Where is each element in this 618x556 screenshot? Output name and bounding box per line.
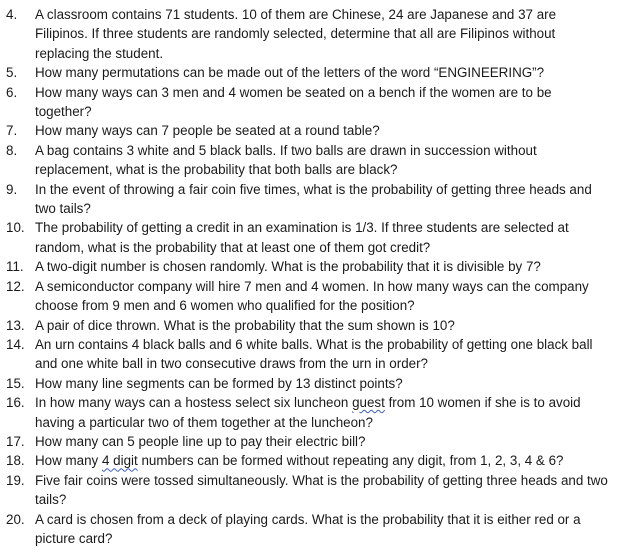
question-number: 12. (6, 278, 25, 294)
question-text: In the event of throwing a fair coin five times, what is the probability of getting three heads and two tails? (35, 181, 592, 217)
question-item (6, 510, 610, 549)
question-item (6, 316, 610, 335)
spellcheck-flagged-word[interactable]: 4 digit (101, 453, 138, 469)
question-text: A two-digit number is chosen randomly. What is the probability that it is divisible by 7? (35, 259, 541, 275)
question-item (6, 451, 610, 470)
question-text: How many permutations can be made out of the letters of the word “ENGINEERING”? (35, 65, 545, 81)
question-number: 20. (6, 511, 25, 527)
question-text: A pair of dice thrown. What is the probability that the sum shown is 10? (35, 317, 455, 333)
question-text: An urn contains 4 black balls and 6 white balls. What is the probability of getting one black ball and one white ball in two consecutive draws from the urn in order? (35, 336, 593, 372)
question-number: 9. (6, 181, 18, 197)
question-number: 4. (6, 7, 18, 22)
question-number: 6. (6, 84, 18, 100)
question-item (6, 374, 610, 393)
question-item (6, 141, 610, 180)
question-item (6, 393, 610, 432)
question-number: 7. (6, 123, 18, 139)
question-number: 11. (6, 259, 24, 275)
question-number: 18. (6, 453, 25, 469)
question-item (6, 257, 610, 276)
question-item (6, 432, 610, 451)
question-number: 10. (6, 220, 25, 236)
question-text: How many ways can 7 people be seated at a round table? (35, 123, 380, 139)
question-item (6, 180, 610, 219)
question-text: A classroom contains 71 students. 10 of them are Chinese, 24 are Japanese and 37 are Filipinos. If three students are randomly selected, determine that all are Filipinos without replacing the student. (35, 7, 557, 61)
question-text-part: from 10 women if she is to avoid having a particular two of them together at the luncheon? (35, 395, 581, 430)
question-text (35, 393, 610, 432)
question-item (6, 5, 610, 63)
question-list (6, 5, 610, 548)
question-text: A card is chosen from a deck of playing cards. What is the probability that it is either red or a picture card? (35, 511, 581, 546)
question-number: 8. (6, 142, 18, 158)
question-item (6, 121, 610, 140)
question-text: The probability of getting a credit in an examination is 1/3. If three students are selected at random, what is the probability that at least one of them got credit? (35, 220, 569, 255)
question-text-part: How many (35, 453, 102, 469)
question-item (6, 277, 610, 316)
question-text: How many ways can 3 men and 4 women be seated on a bench if the women are to be together? (35, 84, 552, 120)
question-item (6, 63, 610, 82)
question-number: 15. (6, 375, 25, 391)
question-text: Five fair coins were tossed simultaneously. What is the probability of getting three heads and two tails? (35, 472, 608, 508)
question-number: 5. (6, 65, 18, 81)
question-text (35, 451, 610, 470)
question-text: How many can 5 people line up to pay their electric bill? (35, 433, 366, 449)
question-text-part: In how many ways can a hostess select six luncheon (35, 395, 353, 411)
question-number: 19. (6, 472, 25, 488)
question-number: 14. (6, 336, 25, 352)
question-number: 17. (6, 433, 25, 449)
question-item (6, 83, 610, 122)
question-text: How many line segments can be formed by 13 distinct points? (35, 375, 403, 391)
question-text: A bag contains 3 white and 5 black balls. If two balls are drawn in succession without replacement, what is the probability that both balls are black? (35, 142, 537, 178)
question-text: A semiconductor company will hire 7 men and 4 women. In how many ways can the company choose from 9 men and 6 women who qualified for the position? (35, 278, 589, 314)
question-item (6, 218, 610, 257)
spellcheck-flagged-word[interactable]: guest (352, 395, 385, 411)
question-item (6, 335, 610, 374)
question-number: 13. (6, 317, 25, 333)
question-text-part: numbers can be formed without repeating any digit, from 1, 2, 3, 4 & 6? (137, 453, 564, 469)
question-number: 16. (6, 395, 25, 411)
question-item (6, 471, 610, 510)
